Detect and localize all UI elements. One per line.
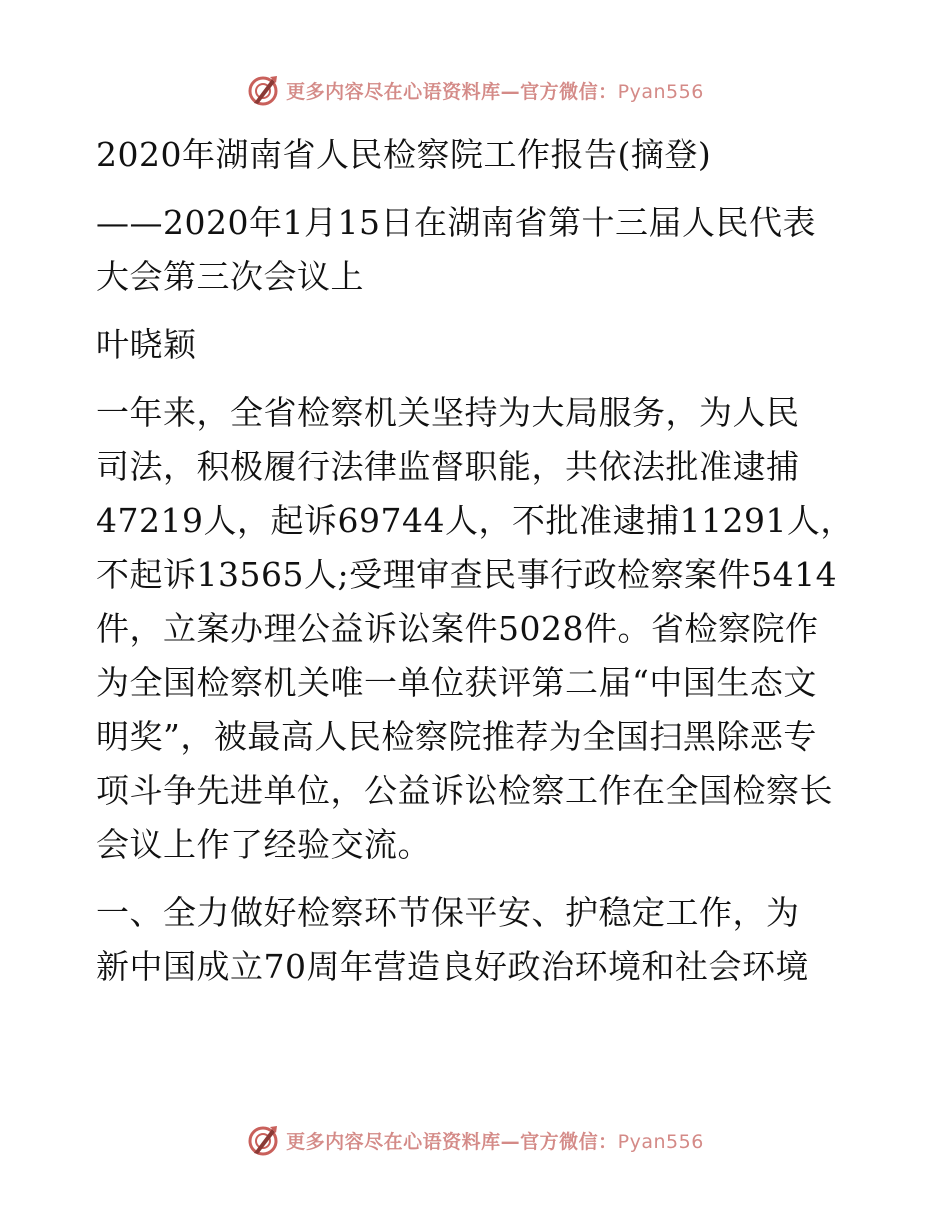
paragraph-line: 一、全力做好检察环节保平安、护稳定工作，为: [96, 893, 800, 932]
subtitle-line: ——2020年1月15日在湖南省第十三届人民代表: [96, 203, 816, 242]
watermark-text: 更多内容尽在心语资料库—官方微信：Pyan556: [286, 1130, 704, 1153]
document-title: 2020年湖南省人民检察院工作报告(摘登): [96, 135, 712, 174]
paragraph-line: 明奖”，被最高人民检察院推荐为全国扫黑除恶专: [96, 717, 817, 756]
paragraph-line: 会议上作了经验交流。: [96, 825, 431, 864]
paragraph-line: 项斗争先进单位，公益诉讼检察工作在全国检察长: [96, 771, 833, 810]
paragraph-line: 不起诉13565人;受理审查民事行政检察案件5414: [96, 555, 838, 594]
paragraph-summary: [96, 386, 856, 872]
header-watermark: [0, 70, 950, 110]
document-author: 叶晓颖: [96, 325, 197, 364]
paragraph-section-one: [96, 886, 856, 994]
wechat-id: Pyan556: [617, 80, 704, 103]
paragraph-line: 一年来，全省检察机关坚持为大局服务，为人民: [96, 393, 800, 432]
paragraph-line: 司法，积极履行法律监督职能，共依法批准逮捕: [96, 447, 800, 486]
quill-seal-icon: [246, 1123, 280, 1157]
paragraph-line: 47219人，起诉69744人，不批准逮捕11291人，: [96, 501, 854, 540]
paragraph-line: 为全国检察机关唯一单位获评第二届“中国生态文: [96, 663, 817, 702]
wechat-id: Pyan556: [617, 1130, 704, 1153]
document-body: [96, 128, 856, 994]
paragraph-line: 件，立案办理公益诉讼案件5028件。省检察院作: [96, 609, 819, 648]
quill-seal-icon: [246, 73, 280, 107]
watermark-text: 更多内容尽在心语资料库—官方微信：Pyan556: [286, 80, 704, 103]
footer-watermark: [0, 1120, 950, 1160]
document-subtitle: [96, 196, 856, 304]
paragraph-line: 新中国成立70周年营造良好政治环境和社会环境: [96, 947, 809, 986]
subtitle-line: 大会第三次会议上: [96, 257, 364, 296]
